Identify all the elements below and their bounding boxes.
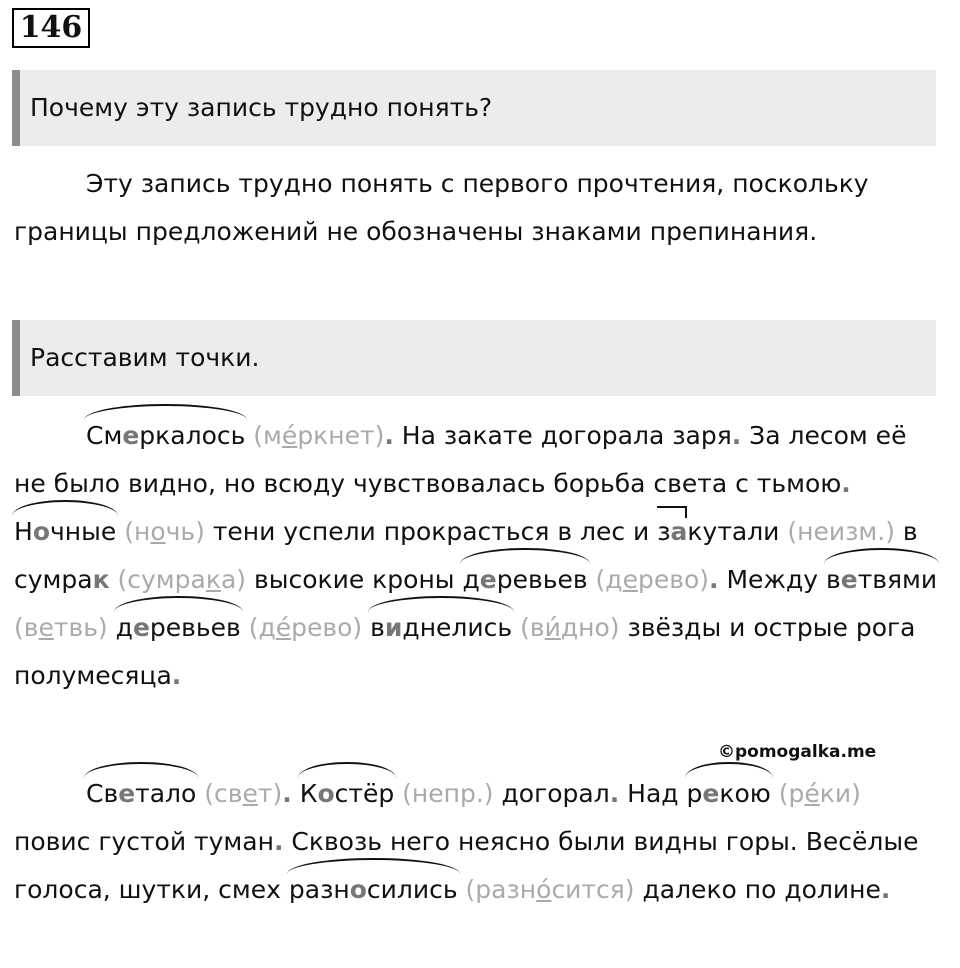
check-word: (ме́ркнет) bbox=[253, 421, 385, 450]
word-zakutali: за bbox=[657, 508, 687, 556]
question-bar bbox=[12, 70, 936, 146]
word-rekoyu: рекою bbox=[687, 770, 771, 818]
check-word: (дерево) bbox=[595, 565, 710, 594]
answer-text: Эту запись трудно понять с первого прочтения, поскольку границы предложений не обозначены знаками препинания. bbox=[14, 169, 869, 246]
word-smerkalos: Смеркалось bbox=[86, 412, 245, 460]
text-paragraph-1: Смеркалось (ме́ркнет). На закате догорала заря. За лесом её не было видно, но всюду чувствовалась борьба света с тьмою. Ночные (ночь) тени успели прокрасться в лес и закутали (неизм.) в сумрак (сумрака) высокие кроны деревьев (дерево). Между ветвями (ветвь) деревьев (де́рево) виднелись (ви́дно) звёзды и острые рога полумесяца. bbox=[14, 412, 944, 700]
text-paragraph-2: Светало (свет). Костёр (непр.) догорал. Над рекою (ре́ки) повис густой туман. Сквозь него неясно были видны горы. Весёлые голоса, шутки, смех разносились (разно́сится) далеко по долине. bbox=[14, 770, 944, 914]
question-text: Почему эту запись трудно понять? bbox=[30, 93, 493, 122]
check-word: (ночь) bbox=[124, 517, 205, 546]
check-word: (ветвь) bbox=[14, 613, 108, 642]
check-word: (сумрака) bbox=[117, 565, 247, 594]
check-word: (ви́дно) bbox=[520, 613, 620, 642]
heading-bar bbox=[12, 320, 936, 396]
check-word: (неизм.) bbox=[787, 517, 895, 546]
check-word: (свет) bbox=[204, 779, 283, 808]
check-word: (непр.) bbox=[402, 779, 494, 808]
check-word: (де́рево) bbox=[248, 613, 363, 642]
word-raznosilis: разносились bbox=[289, 866, 458, 914]
word-koster: Костёр bbox=[300, 770, 395, 818]
word-vidnelis: виднелись bbox=[370, 604, 512, 652]
word-vetvyami: ветвями bbox=[826, 556, 937, 604]
check-word: (разно́сится) bbox=[465, 875, 635, 904]
word-derevev-2: деревьев bbox=[116, 604, 241, 652]
word-svetalo: Светало bbox=[86, 770, 196, 818]
answer-paragraph bbox=[14, 160, 944, 256]
check-word: (ре́ки) bbox=[778, 779, 861, 808]
word-sumrak: сумрак bbox=[14, 565, 110, 594]
task-number: 146 bbox=[12, 8, 90, 48]
word-nochnye: Ночные bbox=[14, 508, 116, 556]
word-derevev: деревьев bbox=[462, 556, 587, 604]
watermark: ©pomogalka.me bbox=[718, 742, 877, 762]
heading-text: Расставим точки. bbox=[30, 343, 260, 372]
